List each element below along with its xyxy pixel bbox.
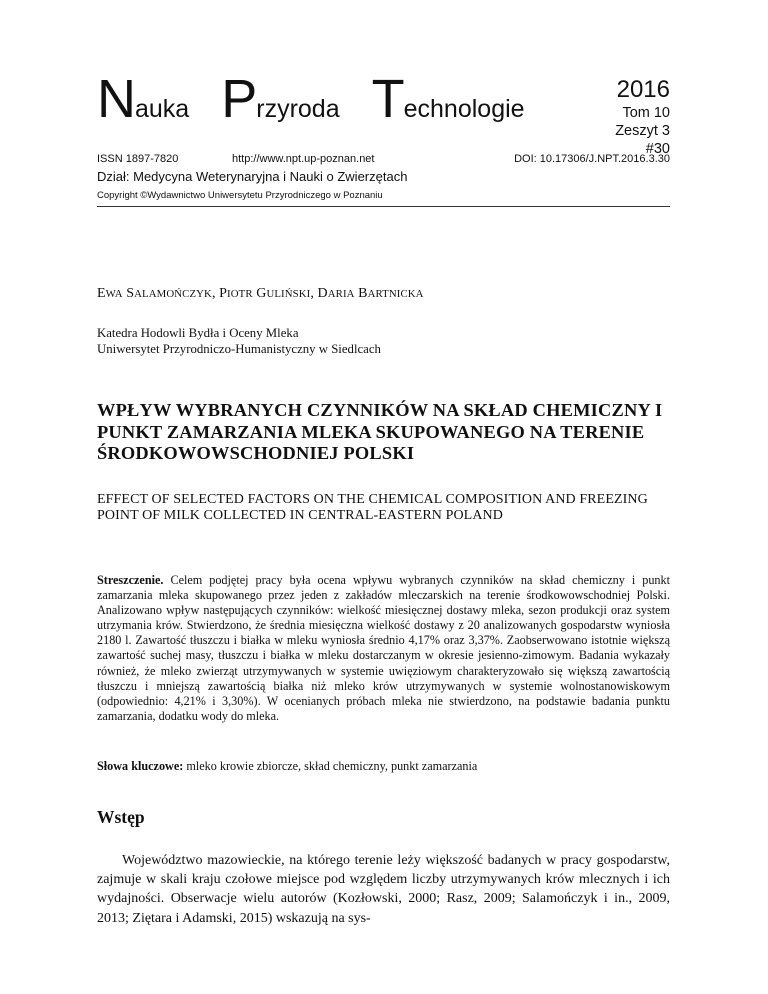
issn: ISSN 1897-7820 [97,153,179,165]
section-body: Województwo mazowieckie, na którego terenie leży większość badanych w pracy gospodarstw, zajmuje w skali kraju czołowe miejsce pod względem liczby utrzymywanych krów mlecznych i ich wydajności. Obserwacje wielu autorów (Kozłowski, 2000; Rasz, 2009; Salamończyk i in., 2009, 2013; Ziętara i Adamski, 2015) wskazują na sys- [97,853,670,926]
doi[interactable]: DOI: 10.17306/J.NPT.2016.3.30 [514,153,670,165]
author-list [97,286,424,302]
affiliation-university: Uniwersytet Przyrodniczo-Humanistyczny w Siedlcach [97,342,381,356]
abstract [97,573,670,724]
journal-masthead [97,69,670,232]
journal-title-word: Nauka [97,69,190,129]
journal-title-word: Przyroda [221,69,340,129]
abstract-label: Streszczenie. [97,573,164,587]
article-title-polish: WPŁYW WYBRANYCH CZYNNIKÓW NA SKŁAD CHEMICZNY I PUNKT ZAMARZANIA MLEKA SKUPOWANEGO NA TERENIE ŚRODKOWOWSCHODNIEJ POLSKI [97,400,663,463]
publication-year: 2016 [616,76,670,103]
article-number: #30 [645,141,670,157]
keywords-label: Słowa kluczowe: [97,759,184,773]
author: EWA SALAMOŃCZYK, [97,286,220,301]
header-divider [97,206,670,207]
author: PIOTR GULIŃSKI, [219,286,318,301]
volume: Tom 10 [622,105,670,121]
volume-info [615,104,670,158]
journal-department: Dział: Medycyna Weterynaryjna i Nauki o Zwierzętach [97,169,408,184]
abstract-text: Celem podjętej pracy była ocena wpływu wybranych czynników na skład chemiczny i punkt zamarzania mleka skupowanego przez jeden z zakładów mleczarskich na terenie środkowowschodniej Polski. Analizowano wpływ następujących czynników: wielkość miesięcznej dostawy mleka, sezon produkcji oraz system utrzymania krów. Stwierdzono, że średnia miesięczna wielkość dostawy z 20 analizowanych gospodarstw wyniosła 2180 l. Zawartość tłuszczu i białka w mleku wyniosła średnio 4,17% oraz 3,37%. Zaobserwowano istotnie większą zawartość suchej masy, tłuszczu i białka w mleku dostarczanym w okresie jesienno-zimowym. Badania wykazały również, że mleko zwierząt utrzymywanych w systemie uwięziowym charakteryzowało się większą zawartością tłuszczu i mniejszą zawartością białka niż mleko krów utrzymywanych w systemie wolnostanowiskowym (odpowiednio: 4,21% i 3,30%). W ocenianych próbach mleka nie stwierdzono, na podstawie badania punktu zamarzania, dodatku wody do mleka. [97,573,670,723]
section-heading: Wstęp [97,807,145,827]
affiliation [97,325,381,357]
author: DARIA BARTNICKA [317,286,424,301]
keywords [97,759,670,774]
journal-title-word: Technologie [371,69,525,129]
article-title-english: EFFECT OF SELECTED FACTORS ON THE CHEMICAL COMPOSITION AND FREEZING POINT OF MILK COLLECTED IN CENTRAL-EASTERN POLAND [97,492,648,523]
journal-url[interactable]: http://www.npt.up-poznan.net [232,153,375,165]
copyright-notice: Copyright ©Wydawnictwo Uniwersytetu Przyrodniczego w Poznaniu [97,190,383,201]
affiliation-department: Katedra Hodowli Bydła i Oceny Mleka [97,326,299,340]
journal-title [97,69,525,129]
keywords-text: mleko krowie zbiorcze, skład chemiczny, punkt zamarzania [186,759,478,773]
issue: Zeszyt 3 [615,123,670,139]
